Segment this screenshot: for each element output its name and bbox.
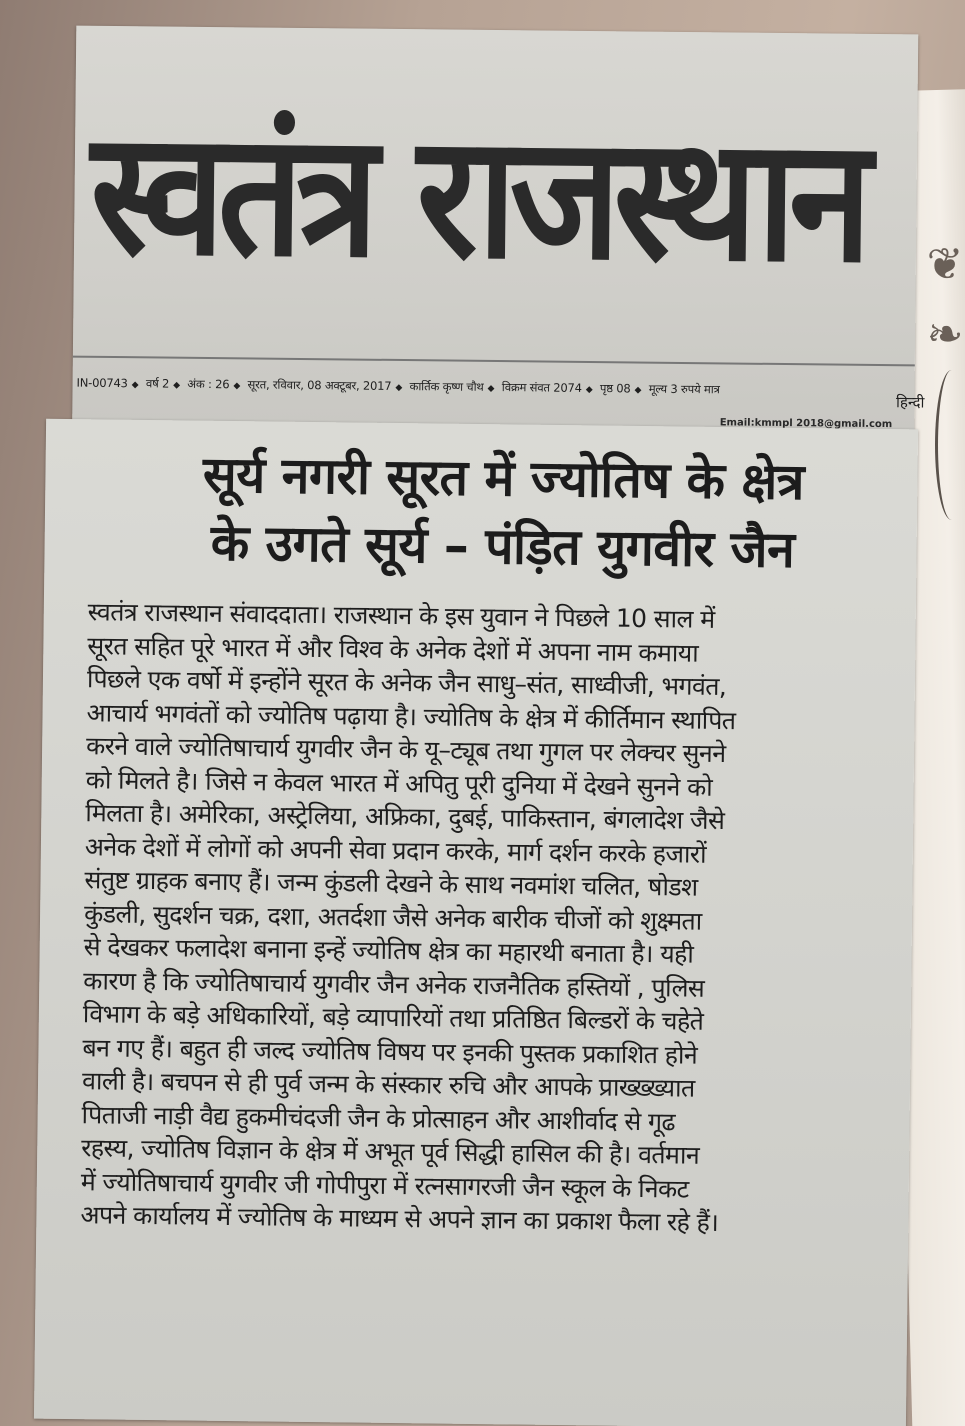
newspaper-masthead-clipping [72, 26, 925, 475]
article-line: बन गए हैं। बहुत ही जल्द ज्योतिष विषय पर इनकी पुस्तक प्रकाशित होने [82, 1032, 698, 1070]
headline-line: के उगते सूर्य – पंड़ित युगवीर जैन [210, 513, 795, 579]
registration-number: IN-00743 [76, 375, 128, 391]
article-line: पिछले एक वर्षो में इन्होंने सूरत के अनेक जैन साधु–संत, साध्वीजी, भगवंत, [86, 664, 727, 702]
article-line: रहस्य, ज्योतिष विज्ञान के क्षेत्र में अभूत पूर्व सिद्धी हासिल की है। वर्तमान [81, 1133, 700, 1170]
article-line: विभाग के बड़े अधिकारियों, बड़े व्यापारियों तथा प्रतिष्ठित बिल्डरों के चहेते [82, 999, 704, 1036]
article-line: आचार्य भगवंतों को ज्योतिष पढ़ाया है। ज्योतिष के क्षेत्र में कीर्तिमान स्थापित [86, 697, 736, 735]
vikram-samvat: विक्रम संवत 2074 [501, 380, 582, 395]
newspaper-title: स्वतंत्र राजस्थान [89, 94, 866, 301]
article-line: को मिलते है। जिसे न केवल भारत में अपितु पूरी दुनिया में देखने सुनने को [85, 764, 713, 802]
article-line: सूरत सहित पूरे भारत में और विश्व के अनेक देशों में अपना नाम कमाया [87, 630, 699, 668]
article-line: मिलता है। अमेरिका, अस्ट्रेलिया, अफ्रिका, दुबई, पाकिस्तान, बंगलादेश जैसे [85, 798, 725, 836]
article-body [80, 595, 898, 1241]
article-line: से देखकर फलादेश बनाना इन्हें ज्योतिष क्षेत्र का महारथी बनाता है। यही [83, 932, 694, 969]
diamond-separator-icon: ◆ [395, 382, 403, 394]
article-headline [102, 439, 904, 585]
article-line: अनेक देशों में लोगों को अपनी सेवा प्रदान करके, मार्ग दर्शन करके हजारों [84, 831, 707, 869]
article-line: अपने कार्यालय में ज्योतिष के माध्यम से अपने ज्ञान का प्रकाश फैला रहे हैं। [80, 1200, 719, 1237]
diamond-separator-icon: ◆ [634, 385, 642, 396]
masthead-divider [73, 356, 915, 367]
decorative-ornament-icon: ❦ ❧ [926, 239, 964, 360]
issue-date: सूरत, रविवार, 08 अक्टूबर, 2017 [247, 377, 392, 393]
language-tag: हिन्दी [895, 393, 925, 412]
diamond-separator-icon: ◆ [233, 381, 241, 392]
article-clipping [34, 419, 918, 1426]
contact-email: Email:kmmpl 2018@gmail.com [719, 417, 893, 431]
article-line: कारण है कि ज्योतिषाचार्य युगवीर जैन अनेक राजनैतिक हस्तियों , पुलिस [83, 965, 705, 1003]
article-line: संतुष्ट ग्राहक बनाए हैं। जन्म कुंडली देखने के साथ नवमांश चलित, षोडश [84, 865, 698, 902]
article-line: कुंडली, सुदर्शन चक्र, दशा, अतर्दशा जैसे अनेक बारीक चीजों को शुक्ष्मता [83, 898, 702, 936]
article-line: वाली है। बचपन से ही पुर्व जन्म के संस्कार रुचि और आपके प्राख्ख्ख्यात [81, 1066, 695, 1103]
issue-info-strip [77, 376, 724, 398]
diamond-separator-icon: ◆ [487, 383, 495, 394]
price: मूल्य 3 रुपये मात्र [648, 381, 720, 397]
article-line: स्वतंत्र राजस्थान संवाददाता। राजस्थान के इस युवान ने पिछले 10 साल में [87, 597, 715, 634]
volume-number: वर्ष 2 [145, 376, 170, 391]
page-count: पृष्ठ 08 [599, 381, 631, 396]
article-line: में ज्योतिषाचार्य युगवीर जी गोपीपुरा में रत्नसागरजी जैन स्कूल के निकट [80, 1166, 689, 1204]
diamond-separator-icon: ◆ [173, 380, 180, 391]
article-line: पिताजी नाड़ी वैद्य हुकमीचंदजी जैन के प्रोत्साहन और आशीर्वाद से गूढ [81, 1099, 676, 1136]
article-line: करने वाले ज्योतिषाचार्य युगवीर जैन के यू–ट्यूब तथा गुगल पर लेक्चर सुनने [85, 731, 726, 769]
diamond-separator-icon: ◆ [131, 380, 139, 391]
headline-line: सूर्य नगरी सूरत में ज्योतिष के क्षेत्र [202, 445, 805, 511]
hindu-calendar-date: कार्तिक कृष्ण चौथ [409, 379, 484, 394]
diamond-separator-icon: ◆ [585, 384, 593, 396]
decorative-swirl-icon [935, 370, 965, 520]
issue-number: अंक : 26 [187, 376, 230, 392]
